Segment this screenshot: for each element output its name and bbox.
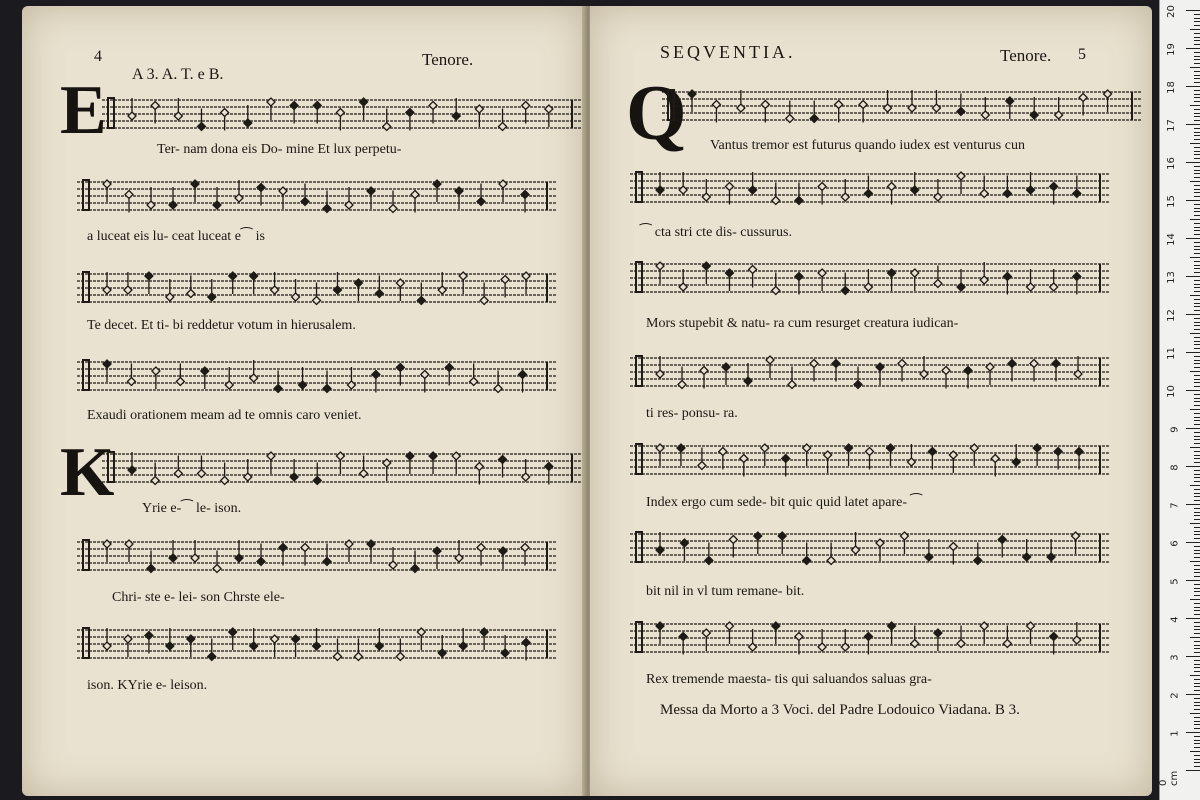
music-staff [77,268,557,308]
ruler-tick [1194,755,1200,756]
ruler-tick [1190,29,1200,30]
ruler-tick [1190,675,1200,676]
ruler-tick [1194,709,1200,710]
ruler-tick [1186,542,1200,543]
ruler-tick [1194,394,1200,395]
ruler-tick [1194,614,1200,615]
staff-notation [630,618,1110,658]
staff-notation [77,176,557,216]
ruler-tick [1194,572,1200,573]
ruler-tick [1190,371,1200,372]
page-number: 4 [94,48,102,65]
ruler-tick [1186,238,1200,239]
ruler-tick [1194,196,1200,197]
ruler-tick [1194,386,1200,387]
open-book [22,6,1152,796]
ruler-tick [1194,265,1200,266]
ruler-tick [1194,626,1200,627]
ruler-tick [1194,607,1200,608]
ruler-tick [1194,439,1200,440]
staff-notation [630,528,1110,568]
ruler-tick [1194,272,1200,273]
ruler-tick [1194,481,1200,482]
ruler-tick [1194,158,1200,159]
ruler-tick [1194,303,1200,304]
ruler-tick [1190,523,1200,524]
ruler-tick [1194,341,1200,342]
ruler-label: 1 [1169,730,1181,737]
left-page [22,6,584,796]
ruler-tick [1194,189,1200,190]
ruler-tick [1186,124,1200,125]
ruler-tick [1190,295,1200,296]
ruler-tick [1194,550,1200,551]
ruler-tick [1194,360,1200,361]
ruler-tick [1194,728,1200,729]
section-title: SEQVENTIA. [660,42,796,62]
ruler-tick [1194,166,1200,167]
ruler-tick [1186,618,1200,619]
ruler-tick [1194,261,1200,262]
music-staff [630,352,1110,392]
ruler-label: 7 [1169,502,1181,509]
ruler-tick [1194,458,1200,459]
right-page [590,6,1152,796]
ruler-tick [1194,344,1200,345]
initial-letter-e: E [60,72,107,149]
ruler-tick [1194,227,1200,228]
ruler-tick [1194,120,1200,121]
ruler-label: 11 [1166,347,1178,360]
lyric-line: a luceat eis lu- ceat luceat e⁀ is [87,229,265,244]
ruler-tick [1194,215,1200,216]
ruler-label: 8 [1169,464,1181,471]
ruler-tick [1194,147,1200,148]
staff-notation [77,268,557,308]
ruler-tick [1194,242,1200,243]
ruler-tick [1194,622,1200,623]
lyric-line: Vantus tremor est futurus quando iudex est venturus cun [710,138,1025,153]
staff-notation [630,352,1110,392]
initial-letter-k: K [60,434,115,511]
ruler-tick [1194,534,1200,535]
ruler-tick [1194,603,1200,604]
ruler-tick [1194,363,1200,364]
ruler-label: 5 [1169,578,1181,585]
ruler-tick [1194,379,1200,380]
music-staff [630,258,1110,298]
staff-notation [77,356,557,396]
ruler-tick [1194,557,1200,558]
staff-notation [77,624,557,664]
ruler-tick [1186,428,1200,429]
ruler-tick [1194,553,1200,554]
ruler-tick [1194,432,1200,433]
ruler-tick [1194,94,1200,95]
ruler-tick [1194,208,1200,209]
ruler-tick [1194,462,1200,463]
ruler-label: 10 [1166,385,1178,398]
ruler-tick [1190,447,1200,448]
ruler-tick [1194,398,1200,399]
ruler-tick [1194,116,1200,117]
part-label: Tenore. [1000,46,1052,65]
ruler-tick [1194,679,1200,680]
ruler-tick [1194,546,1200,547]
ruler-tick [1186,200,1200,201]
lyric-line: bit nil in vl tum remane- bit. [646,584,805,599]
ruler-tick [1194,531,1200,532]
ruler-tick [1194,56,1200,57]
ruler-label: 18 [1166,81,1178,94]
music-staff [662,86,1142,126]
ruler-tick [1194,420,1200,421]
ruler-tick [1186,48,1200,49]
ruler-label: 14 [1166,233,1178,246]
ruler-tick [1194,139,1200,140]
initial-letter-q: Q [626,69,687,156]
ruler-tick [1194,37,1200,38]
ruler-tick [1194,496,1200,497]
ruler-tick [1194,337,1200,338]
ruler-tick [1194,230,1200,231]
lyric-line: Exaudi orationem meam ad te omnis caro veniet. [87,408,362,423]
lyric-line: ti res- ponsu- ra. [646,406,738,421]
ruler-tick [1194,493,1200,494]
ruler-tick [1194,234,1200,235]
ruler-label: 16 [1166,157,1178,170]
ruler-tick [1190,67,1200,68]
music-staff [630,168,1110,208]
ruler-tick [1194,299,1200,300]
ruler-tick [1186,352,1200,353]
ruler-tick [1194,424,1200,425]
ruler-tick [1194,565,1200,566]
ruler-label: 2 [1169,692,1181,699]
ruler-tick [1190,181,1200,182]
ruler-tick [1194,287,1200,288]
ruler-tick [1194,71,1200,72]
ruler-tick [1186,580,1200,581]
ruler-tick [1194,512,1200,513]
ruler-tick [1190,751,1200,752]
ruler-tick [1190,409,1200,410]
ruler-tick [1194,736,1200,737]
ruler-tick [1190,143,1200,144]
ruler-tick [1194,14,1200,15]
ruler-tick [1194,766,1200,767]
ruler-tick [1194,284,1200,285]
ruler-tick [1194,595,1200,596]
ruler-tick [1186,86,1200,87]
ruler-label: 12 [1166,309,1178,322]
ruler-tick [1190,637,1200,638]
ruler-tick [1194,113,1200,114]
ruler-tick [1194,154,1200,155]
ruler-tick [1194,185,1200,186]
ruler-tick [1194,329,1200,330]
staff-notation [77,536,557,576]
ruler-tick [1194,641,1200,642]
ruler-tick [1194,515,1200,516]
ruler-tick [1194,489,1200,490]
ruler-tick [1186,504,1200,505]
ruler-tick [1194,97,1200,98]
staff-notation [102,448,582,488]
ruler-tick [1194,683,1200,684]
ruler-tick [1194,249,1200,250]
ruler-tick [1194,82,1200,83]
ruler-tick [1194,443,1200,444]
ruler-tick [1190,105,1200,106]
ruler-label: 15 [1166,195,1178,208]
ruler-tick [1194,44,1200,45]
ruler-tick [1194,280,1200,281]
ruler-tick [1194,223,1200,224]
ruler-tick [1190,713,1200,714]
ruler-tick [1194,401,1200,402]
music-staff [77,176,557,216]
ruler-tick [1194,690,1200,691]
ruler-tick [1194,652,1200,653]
ruler-tick [1194,629,1200,630]
ruler-tick [1194,318,1200,319]
ruler-tick [1194,569,1200,570]
ruler-tick [1194,268,1200,269]
ruler-tick [1190,485,1200,486]
staff-notation [662,86,1142,126]
measuring-ruler [1159,0,1200,800]
ruler-tick [1194,192,1200,193]
ruler-tick [1194,576,1200,577]
lyric-line: Rex tremende maesta- tis qui saluandos saluas gra- [646,672,932,687]
lyric-line: Ter- nam dona eis Do- mine Et lux perpetu- [157,142,402,157]
ruler-tick [1186,314,1200,315]
ruler-tick [1186,694,1200,695]
lyric-line: ison. KYrie e- leison. [87,678,208,693]
ruler-tick [1194,177,1200,178]
lyric-line: Yrie e-⁀ le- ison. [142,501,242,516]
ruler-tick [1194,519,1200,520]
ruler-tick [1194,306,1200,307]
ruler-tick [1194,743,1200,744]
ruler-tick [1194,291,1200,292]
ruler-tick [1194,702,1200,703]
ruler-tick [1194,717,1200,718]
ruler-tick [1194,128,1200,129]
ruler-tick [1186,770,1200,771]
staff-notation [630,258,1110,298]
ruler-tick [1194,762,1200,763]
ruler-tick [1194,382,1200,383]
ruler-tick [1194,455,1200,456]
ruler-tick [1190,257,1200,258]
ruler-tick [1194,724,1200,725]
ruler-tick [1194,101,1200,102]
ruler-tick [1194,40,1200,41]
ruler-tick [1194,671,1200,672]
lyric-line: Chri- ste e- lei- son Chrste ele- [112,590,285,605]
ruler-tick [1186,732,1200,733]
ruler-tick [1190,599,1200,600]
ruler-tick [1194,664,1200,665]
ruler-tick [1194,698,1200,699]
ruler-label: 6 [1169,540,1181,547]
ruler-tick [1194,109,1200,110]
music-staff [77,356,557,396]
ruler-tick [1194,135,1200,136]
ruler-tick [1194,211,1200,212]
ruler-tick [1194,132,1200,133]
part-label: Tenore. [422,50,474,69]
ruler-tick [1194,660,1200,661]
ruler-label: 0 cm [1158,770,1180,786]
page-number: 5 [1078,46,1086,63]
ruler-tick [1194,348,1200,349]
music-staff [102,94,582,134]
ruler-tick [1194,747,1200,748]
ruler-tick [1194,508,1200,509]
ruler-tick [1194,204,1200,205]
ruler-tick [1194,78,1200,79]
ruler-tick [1194,310,1200,311]
ruler-tick [1194,356,1200,357]
ruler-tick [1194,325,1200,326]
voices-label: A 3. A. T. e B. [132,66,224,83]
music-staff [77,536,557,576]
ruler-tick [1190,219,1200,220]
lyric-line: ⁀ cta stri cte dis- cussurus. [640,225,792,240]
ruler-tick [1194,246,1200,247]
ruler-tick [1190,561,1200,562]
ruler-tick [1194,538,1200,539]
ruler-tick [1194,740,1200,741]
ruler-tick [1194,645,1200,646]
ruler-tick [1194,375,1200,376]
page-footer: Messa da Morto a 3 Voci. del Padre Lodouico Viadana. B 3. [660,702,1020,718]
ruler-tick [1194,610,1200,611]
ruler-tick [1194,21,1200,22]
ruler-tick [1194,173,1200,174]
ruler-tick [1194,253,1200,254]
lyric-line: Te decet. Et ti- bi reddetur votum in hierusalem. [87,318,356,333]
ruler-tick [1194,59,1200,60]
ruler-tick [1190,333,1200,334]
ruler-label: 17 [1166,119,1178,132]
ruler-tick [1186,390,1200,391]
ruler-tick [1194,759,1200,760]
ruler-label: 4 [1169,616,1181,623]
music-staff [102,448,582,488]
ruler-tick [1194,151,1200,152]
ruler-tick [1194,648,1200,649]
ruler-tick [1194,584,1200,585]
ruler-tick [1194,170,1200,171]
lyric-line: Index ergo cum sede- bit quic quid latet apare- ⁀ [646,495,922,510]
staff-notation [630,168,1110,208]
music-staff [630,618,1110,658]
ruler-tick [1194,527,1200,528]
ruler-tick [1194,721,1200,722]
ruler-tick [1186,466,1200,467]
ruler-tick [1194,367,1200,368]
staff-notation [630,440,1110,480]
ruler-tick [1194,591,1200,592]
ruler-label: 19 [1166,43,1178,56]
ruler-tick [1194,436,1200,437]
ruler-tick [1194,667,1200,668]
ruler-tick [1186,162,1200,163]
lyric-line: Mors stupebit & natu- ra cum resurget creatura iudican- [646,316,959,331]
staff-notation [102,94,582,134]
ruler-label: 3 [1169,654,1181,661]
ruler-tick [1194,413,1200,414]
ruler-tick [1194,633,1200,634]
ruler-label: 9 [1169,426,1181,433]
ruler-tick [1194,322,1200,323]
ruler-tick [1194,405,1200,406]
ruler-label: 13 [1166,271,1178,284]
music-staff [77,624,557,664]
ruler-tick [1194,18,1200,19]
ruler-tick [1194,75,1200,76]
ruler-tick [1194,33,1200,34]
ruler-tick [1194,90,1200,91]
music-staff [630,528,1110,568]
ruler-tick [1186,10,1200,11]
ruler-tick [1194,477,1200,478]
ruler-tick [1194,686,1200,687]
ruler-label: 20 [1166,5,1178,18]
ruler-tick [1194,417,1200,418]
music-staff [630,440,1110,480]
ruler-tick [1194,588,1200,589]
ruler-tick [1194,470,1200,471]
ruler-tick [1194,705,1200,706]
ruler-tick [1194,474,1200,475]
ruler-tick [1194,52,1200,53]
ruler-tick [1194,451,1200,452]
ruler-tick [1194,63,1200,64]
ruler-tick [1186,276,1200,277]
ruler-tick [1194,25,1200,26]
ruler-tick [1186,656,1200,657]
ruler-tick [1194,500,1200,501]
